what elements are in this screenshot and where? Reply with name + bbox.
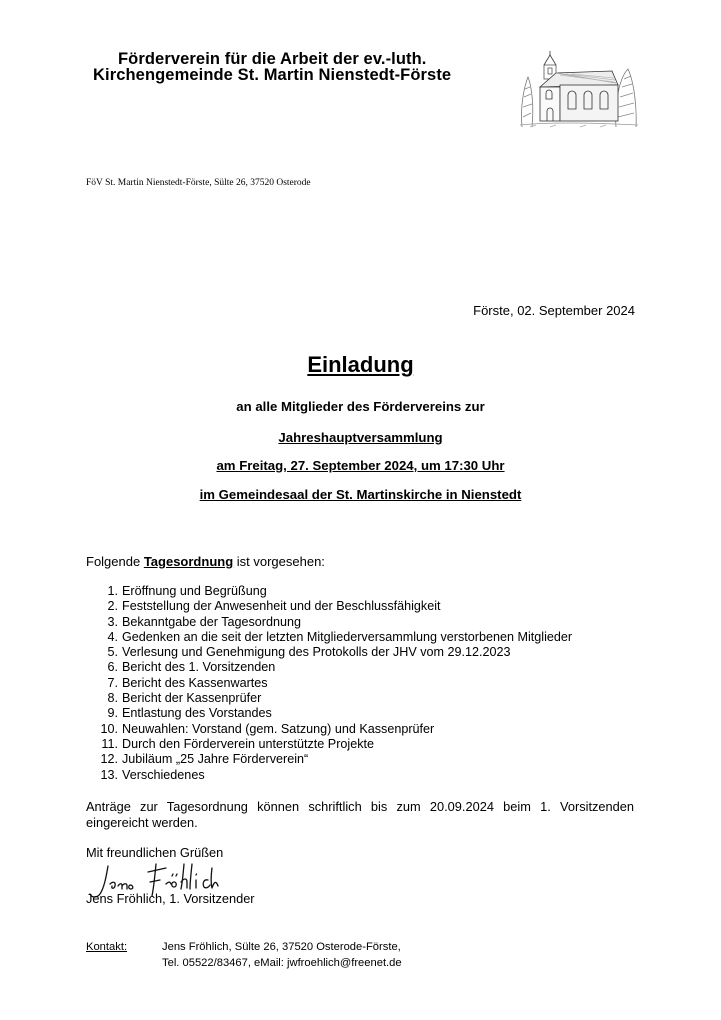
agenda-item-number: 3.: [107, 614, 118, 629]
contact-label: Kontakt:: [86, 941, 128, 953]
church-sketch-image: [520, 47, 638, 129]
agenda-item-number: 10.: [100, 721, 118, 736]
agenda-list: [86, 584, 572, 783]
motions-note: Anträge zur Tagesordnung können schriftlich bis zum 20.09.2024 beim 1. Vorsitzenden eingereicht werden.: [86, 799, 634, 830]
contact-line-2: Tel. 05522/83467, eMail: jwfroehlich@freenet.de: [162, 956, 402, 969]
agenda-item-number: 12.: [100, 752, 118, 767]
event-location-text: im Gemeindesaal der St. Martinskirche in Nienstedt: [199, 487, 522, 502]
agenda-item-text: Bericht der Kassenprüfer: [122, 691, 262, 706]
agenda-item: [86, 737, 572, 752]
agenda-item-number: 9.: [107, 706, 118, 721]
date-line: Förste, 02. September 2024: [473, 303, 635, 318]
agenda-item: [86, 722, 572, 737]
contact-details: [162, 940, 402, 971]
signer-name: Jens Fröhlich, 1. Vorsitzender: [86, 891, 255, 906]
invitation-subtitle: an alle Mitglieder des Fördervereins zur: [236, 399, 485, 414]
event-date-text: am Freitag, 27. September 2024, um 17:30 Uhr: [216, 458, 505, 473]
agenda-item: [86, 615, 572, 630]
agenda-item-text: Feststellung der Anwesenheit und der Beschlussfähigkeit: [122, 599, 441, 614]
agenda-item-number: 5.: [107, 645, 118, 660]
agenda-item-text: Bericht des 1. Vorsitzenden: [122, 660, 276, 675]
agenda-item: [86, 660, 572, 675]
agenda-item-text: Durch den Förderverein unterstützte Projekte: [122, 736, 374, 751]
agenda-item-number: 2.: [107, 599, 118, 614]
agenda-item-number: 8.: [107, 691, 118, 706]
agenda-item-text: Eröffnung und Begrüßung: [122, 584, 267, 598]
agenda-item-text: Gedenken an die seit der letzten Mitgliederversammlung verstorbenen Mitglieder: [122, 629, 573, 644]
agenda-intro: [86, 554, 325, 569]
agenda-intro-keyword: Tagesordnung: [143, 554, 234, 569]
agenda-item: [86, 645, 572, 660]
event-location: [0, 487, 721, 502]
event-name: [0, 430, 721, 445]
agenda-item-number: 1.: [107, 584, 118, 598]
agenda-item-text: Jubiläum „25 Jahre Förderverein“: [122, 752, 309, 767]
agenda-item-text: Verschiedenes: [122, 767, 205, 782]
agenda-item: [86, 584, 572, 599]
agenda-item-text: Bericht des Kassenwartes: [122, 675, 268, 690]
agenda-item-text: Neuwahlen: Vorstand (gem. Satzung) und Kassenprüfer: [122, 721, 435, 736]
agenda-item-text: Entlastung des Vorstandes: [122, 706, 272, 721]
agenda-item-text: Verlesung und Genehmigung des Protokolls der JHV vom 29.12.2023: [122, 645, 511, 660]
agenda-item: [86, 752, 572, 767]
document-title: Einladung: [307, 352, 414, 377]
agenda-item: [86, 706, 572, 721]
letterhead-line-2: Kirchengemeinde St. Martin Nienstedt-Förste: [93, 66, 452, 84]
agenda-item-text: Bekanntgabe der Tagesordnung: [122, 614, 302, 629]
agenda-item-number: 13.: [100, 767, 118, 782]
agenda-item: [86, 691, 572, 706]
agenda-item: [86, 768, 572, 783]
contact-line-1: Jens Fröhlich, Sülte 26, 37520 Osterode-Förste,: [162, 941, 401, 953]
agenda-intro-after: ist vorgesehen:: [233, 554, 325, 569]
event-date: [0, 458, 721, 473]
agenda-item: [86, 599, 572, 614]
agenda-item-number: 4.: [107, 629, 118, 644]
event-name-text: Jahreshauptversammlung: [278, 430, 443, 445]
agenda-item: [86, 676, 572, 691]
sender-address-line: FöV St. Martin Nienstedt-Förste, Sülte 26, 37520 Osterode: [86, 178, 311, 188]
letterhead-line-1: Förderverein für die Arbeit der ev.-luth.: [118, 50, 427, 68]
closing-greeting: Mit freundlichen Grüßen: [86, 845, 224, 860]
agenda-item-number: 6.: [107, 660, 118, 675]
agenda-item: [86, 630, 572, 645]
agenda-item-number: 11.: [101, 736, 118, 751]
agenda-intro-before: Folgende: [86, 554, 144, 569]
agenda-item-number: 7.: [107, 675, 118, 690]
